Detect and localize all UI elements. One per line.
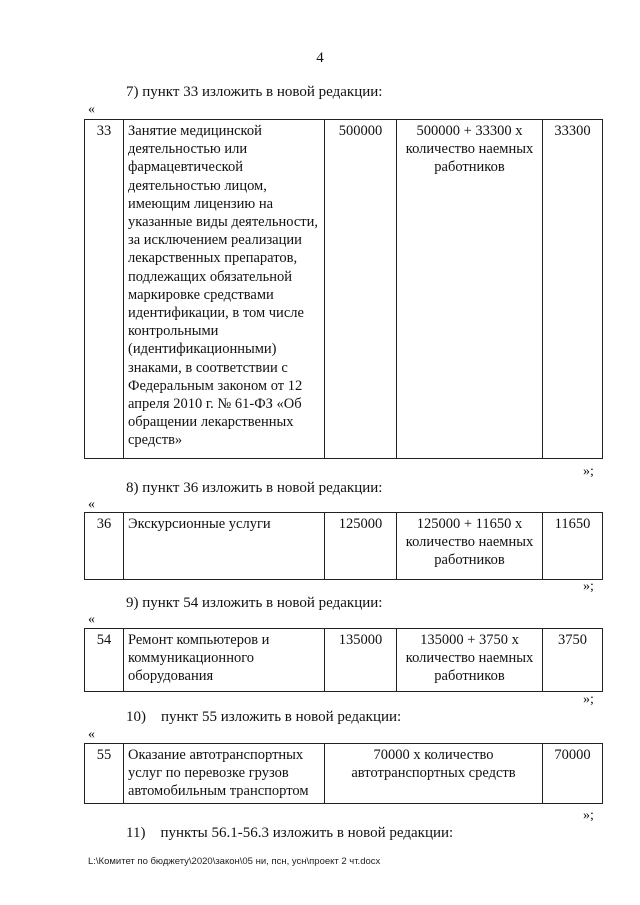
table-item-55 <box>84 743 603 804</box>
cell-base: 500000 <box>325 120 397 459</box>
item-11-heading: 11) пункты 56.1-56.3 изложить в новой редакции: <box>126 825 454 841</box>
close-quote: »; <box>583 464 594 479</box>
table-item-33 <box>84 119 603 459</box>
cell-num: 33 <box>85 120 124 459</box>
close-quote: »; <box>583 579 594 594</box>
item-9-heading: 9) пункт 54 изложить в новой редакции: <box>126 595 383 611</box>
close-quote: »; <box>583 808 594 823</box>
cell-rate: 3750 <box>543 629 603 692</box>
table-item-54 <box>84 628 603 692</box>
table-row <box>85 120 603 459</box>
cell-num: 54 <box>85 629 124 692</box>
footer-file-path: L:\Комитет по бюджету\2020\закон\05 ни, псн, усн\проект 2 чт.docx <box>88 856 381 867</box>
open-quote: « <box>88 727 95 742</box>
open-quote: « <box>88 612 95 627</box>
item-7-heading: 7) пункт 33 изложить в новой редакции: <box>126 84 383 100</box>
table-row <box>85 629 603 692</box>
cell-formula: 70000 x количество автотранспортных средств <box>325 744 543 804</box>
cell-rate: 33300 <box>543 120 603 459</box>
cell-rate: 11650 <box>543 513 603 580</box>
open-quote: « <box>88 102 95 117</box>
item-10-heading: 10) пункт 55 изложить в новой редакции: <box>126 709 402 725</box>
open-quote: « <box>88 497 95 512</box>
page-number: 4 <box>316 50 324 66</box>
table-item-36 <box>84 512 603 580</box>
cell-desc: Занятие медицинской деятельностью или фармацевтической деятельностью лицом, имеющим лицензию на указанные виды деятельности, за исключением реализации лекарственных препаратов, подлежащих обязательной маркировке средствами идентификации, в том числе контрольными (идентификационными) знаками, в соответствии с Федеральным законом от 12 апреля 2010 г. № 61-ФЗ «Об обращении лекарственных средств» <box>124 120 325 459</box>
cell-desc: Экскурсионные услуги <box>124 513 325 580</box>
cell-desc: Ремонт компьютеров и коммуникационного оборудования <box>124 629 325 692</box>
cell-rate: 70000 <box>543 744 603 804</box>
close-quote: »; <box>583 692 594 707</box>
table-row <box>85 513 603 580</box>
cell-num: 36 <box>85 513 124 580</box>
item-8-heading: 8) пункт 36 изложить в новой редакции: <box>126 480 383 496</box>
cell-formula: 500000 + 33300 x количество наемных работников <box>397 120 543 459</box>
cell-base: 125000 <box>325 513 397 580</box>
table-row <box>85 744 603 804</box>
cell-num: 55 <box>85 744 124 804</box>
cell-formula: 125000 + 11650 x количество наемных работников <box>397 513 543 580</box>
cell-formula: 135000 + 3750 x количество наемных работников <box>397 629 543 692</box>
cell-desc: Оказание автотранспортных услуг по перевозке грузов автомобильным транспортом <box>124 744 325 804</box>
cell-base: 135000 <box>325 629 397 692</box>
